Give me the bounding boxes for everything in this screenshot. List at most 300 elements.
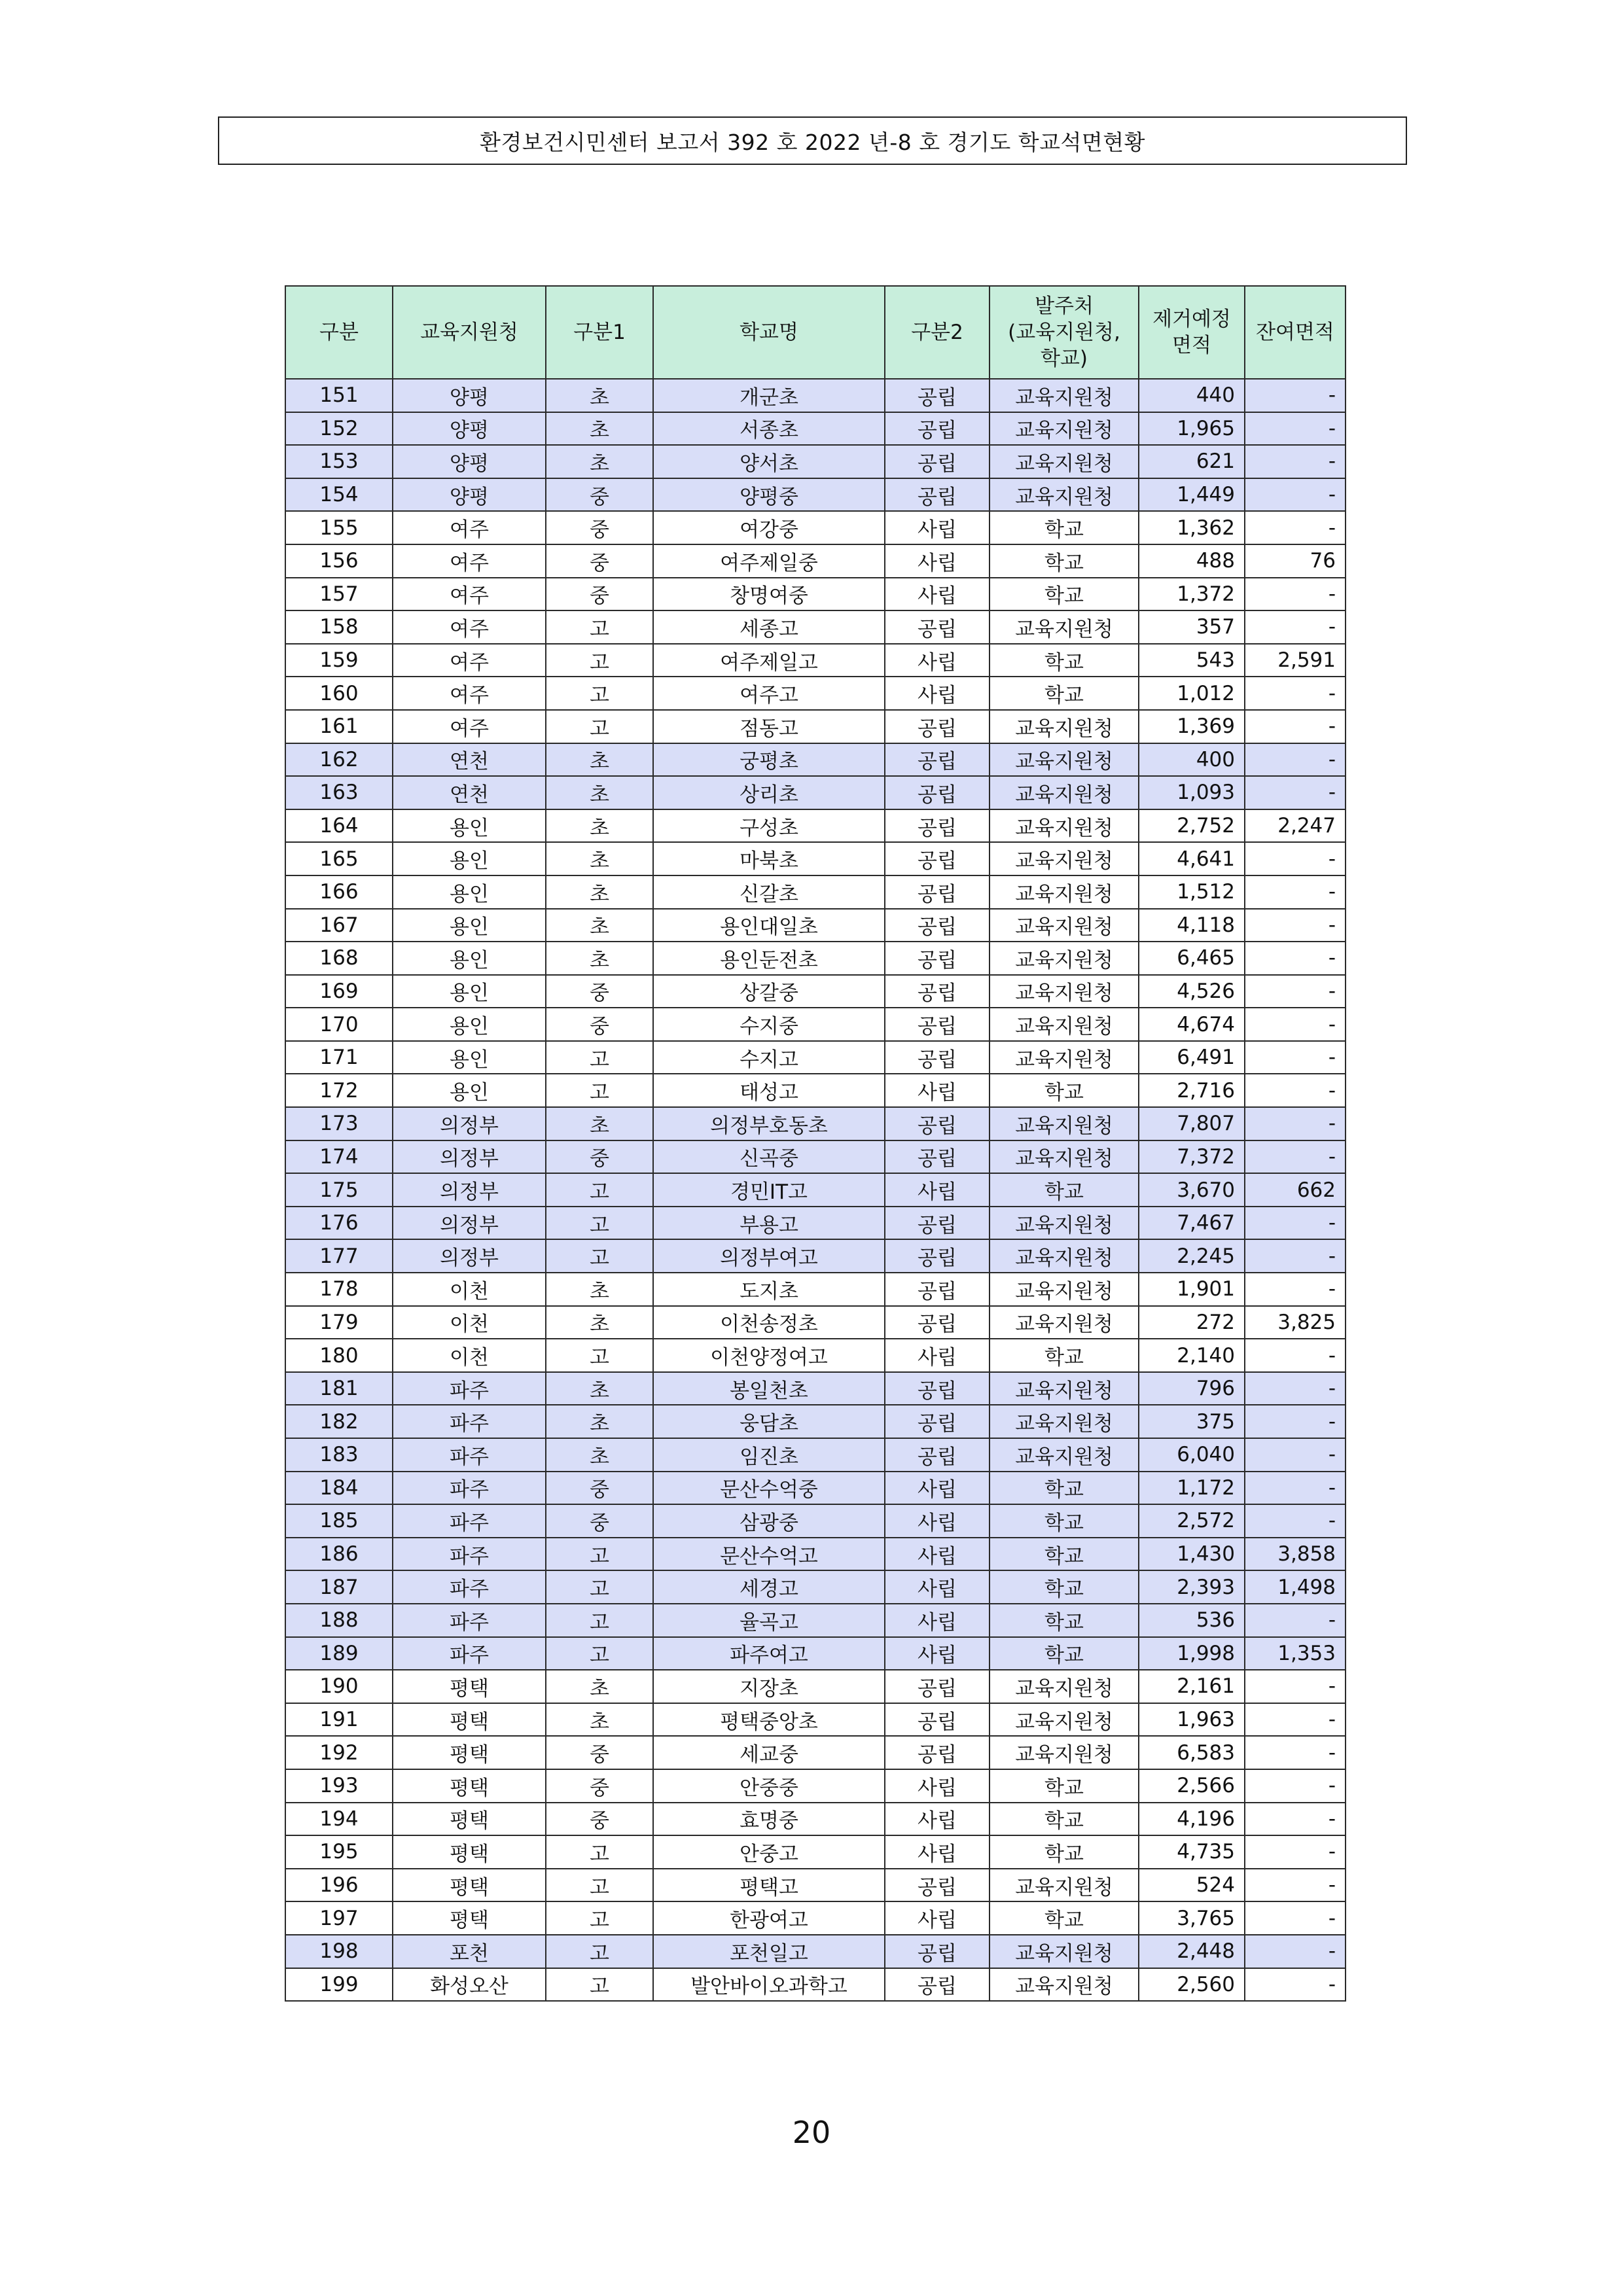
cell-type: 공립 bbox=[885, 909, 990, 942]
cell-school: 수지중 bbox=[653, 1008, 885, 1041]
cell-office: 여주 bbox=[393, 610, 546, 644]
cell-no: 196 bbox=[285, 1869, 393, 1902]
cell-school: 웅담초 bbox=[653, 1405, 885, 1438]
cell-type: 공립 bbox=[885, 445, 990, 478]
cell-school: 삼광중 bbox=[653, 1504, 885, 1538]
cell-client: 학교 bbox=[990, 1538, 1139, 1571]
cell-type: 공립 bbox=[885, 743, 990, 777]
cell-client: 학교 bbox=[990, 1339, 1139, 1372]
cell-remain: 3,858 bbox=[1245, 1538, 1346, 1571]
cell-no: 159 bbox=[285, 644, 393, 677]
cell-no: 195 bbox=[285, 1835, 393, 1869]
cell-no: 192 bbox=[285, 1736, 393, 1769]
cell-area: 2,393 bbox=[1139, 1570, 1245, 1604]
cell-no: 190 bbox=[285, 1670, 393, 1703]
cell-school: 양평중 bbox=[653, 478, 885, 512]
cell-school: 경민IT고 bbox=[653, 1173, 885, 1207]
table-row bbox=[285, 1273, 1346, 1306]
cell-area: 796 bbox=[1139, 1372, 1245, 1405]
cell-level: 초 bbox=[546, 1107, 653, 1140]
cell-area: 543 bbox=[1139, 644, 1245, 677]
cell-client: 학교 bbox=[990, 1637, 1139, 1670]
cell-school: 서종초 bbox=[653, 412, 885, 446]
cell-type: 공립 bbox=[885, 478, 990, 512]
table-row bbox=[285, 1835, 1346, 1869]
cell-school: 의정부호동초 bbox=[653, 1107, 885, 1140]
cell-level: 초 bbox=[546, 379, 653, 412]
cell-no: 169 bbox=[285, 975, 393, 1008]
cell-office: 여주 bbox=[393, 544, 546, 578]
cell-area: 1,449 bbox=[1139, 478, 1245, 512]
cell-client: 교육지원청 bbox=[990, 1041, 1139, 1074]
col-header-area: 제거예정 면적 bbox=[1139, 286, 1245, 379]
col-header-office: 교육지원청 bbox=[393, 286, 546, 379]
cell-level: 중 bbox=[546, 578, 653, 611]
cell-school: 지장초 bbox=[653, 1670, 885, 1703]
cell-office: 용인 bbox=[393, 842, 546, 875]
cell-school: 창명여중 bbox=[653, 578, 885, 611]
cell-area: 4,526 bbox=[1139, 975, 1245, 1008]
cell-school: 세종고 bbox=[653, 610, 885, 644]
cell-school: 태성고 bbox=[653, 1074, 885, 1107]
cell-level: 고 bbox=[546, 1239, 653, 1273]
cell-client: 교육지원청 bbox=[990, 1405, 1139, 1438]
cell-type: 사립 bbox=[885, 1173, 990, 1207]
cell-no: 191 bbox=[285, 1703, 393, 1737]
cell-office: 화성오산 bbox=[393, 1968, 546, 2002]
cell-client: 교육지원청 bbox=[990, 809, 1139, 843]
col-header-client: 발주처 (교육지원청, 학교) bbox=[990, 286, 1139, 379]
cell-client: 교육지원청 bbox=[990, 1140, 1139, 1174]
cell-school: 효명중 bbox=[653, 1803, 885, 1836]
cell-office: 의정부 bbox=[393, 1239, 546, 1273]
table-row bbox=[285, 909, 1346, 942]
cell-school: 발안바이오과학고 bbox=[653, 1968, 885, 2002]
cell-client: 교육지원청 bbox=[990, 445, 1139, 478]
cell-no: 155 bbox=[285, 511, 393, 544]
cell-type: 공립 bbox=[885, 942, 990, 975]
table-row bbox=[285, 1703, 1346, 1737]
cell-client: 교육지원청 bbox=[990, 1207, 1139, 1240]
table-row bbox=[285, 445, 1346, 478]
cell-remain: 662 bbox=[1245, 1173, 1346, 1207]
cell-level: 고 bbox=[546, 710, 653, 743]
table-row bbox=[285, 942, 1346, 975]
cell-type: 공립 bbox=[885, 809, 990, 843]
table-row bbox=[285, 1173, 1346, 1207]
cell-school: 도지초 bbox=[653, 1273, 885, 1306]
cell-remain: - bbox=[1245, 1405, 1346, 1438]
cell-no: 185 bbox=[285, 1504, 393, 1538]
cell-client: 학교 bbox=[990, 544, 1139, 578]
cell-school: 신곡중 bbox=[653, 1140, 885, 1174]
table-row bbox=[285, 710, 1346, 743]
cell-office: 의정부 bbox=[393, 1107, 546, 1140]
cell-school: 안중고 bbox=[653, 1835, 885, 1869]
cell-level: 고 bbox=[546, 1538, 653, 1571]
report-title: 환경보건시민센터 보고서 392 호 2022 년-8 호 경기도 학교석면현황 bbox=[480, 129, 1145, 155]
cell-remain: - bbox=[1245, 1041, 1346, 1074]
cell-office: 용인 bbox=[393, 942, 546, 975]
cell-school: 평택고 bbox=[653, 1869, 885, 1902]
cell-area: 7,467 bbox=[1139, 1207, 1245, 1240]
cell-remain: - bbox=[1245, 1835, 1346, 1869]
cell-level: 고 bbox=[546, 1869, 653, 1902]
cell-client: 학교 bbox=[990, 644, 1139, 677]
table-row bbox=[285, 1968, 1346, 2002]
cell-type: 사립 bbox=[885, 1504, 990, 1538]
cell-no: 168 bbox=[285, 942, 393, 975]
cell-area: 1,901 bbox=[1139, 1273, 1245, 1306]
cell-no: 151 bbox=[285, 379, 393, 412]
table-row bbox=[285, 1736, 1346, 1769]
cell-office: 연천 bbox=[393, 743, 546, 777]
cell-remain: - bbox=[1245, 610, 1346, 644]
cell-office: 의정부 bbox=[393, 1140, 546, 1174]
cell-type: 사립 bbox=[885, 644, 990, 677]
cell-area: 375 bbox=[1139, 1405, 1245, 1438]
cell-area: 357 bbox=[1139, 610, 1245, 644]
table-row bbox=[285, 544, 1346, 578]
cell-client: 교육지원청 bbox=[990, 975, 1139, 1008]
cell-level: 중 bbox=[546, 1803, 653, 1836]
col-header-school: 학교명 bbox=[653, 286, 885, 379]
cell-office: 여주 bbox=[393, 511, 546, 544]
cell-client: 학교 bbox=[990, 578, 1139, 611]
cell-client: 교육지원청 bbox=[990, 1935, 1139, 1968]
cell-no: 194 bbox=[285, 1803, 393, 1836]
cell-level: 고 bbox=[546, 1570, 653, 1604]
cell-school: 궁평초 bbox=[653, 743, 885, 777]
cell-school: 수지고 bbox=[653, 1041, 885, 1074]
cell-school: 평택중앙초 bbox=[653, 1703, 885, 1737]
cell-level: 중 bbox=[546, 511, 653, 544]
cell-type: 공립 bbox=[885, 1736, 990, 1769]
table-row bbox=[285, 1538, 1346, 1571]
cell-no: 163 bbox=[285, 776, 393, 809]
cell-level: 초 bbox=[546, 1273, 653, 1306]
cell-type: 사립 bbox=[885, 677, 990, 710]
cell-school: 용인둔전초 bbox=[653, 942, 885, 975]
cell-school: 율곡고 bbox=[653, 1604, 885, 1637]
table-body bbox=[285, 379, 1346, 2001]
cell-school: 의정부여고 bbox=[653, 1239, 885, 1273]
cell-level: 초 bbox=[546, 776, 653, 809]
cell-school: 문산수억중 bbox=[653, 1472, 885, 1505]
cell-school: 이천송정초 bbox=[653, 1306, 885, 1339]
cell-remain: - bbox=[1245, 842, 1346, 875]
cell-area: 6,583 bbox=[1139, 1736, 1245, 1769]
cell-remain: 1,498 bbox=[1245, 1570, 1346, 1604]
cell-area: 2,140 bbox=[1139, 1339, 1245, 1372]
cell-no: 198 bbox=[285, 1935, 393, 1968]
cell-remain: - bbox=[1245, 578, 1346, 611]
cell-level: 초 bbox=[546, 1306, 653, 1339]
cell-client: 학교 bbox=[990, 1835, 1139, 1869]
cell-office: 용인 bbox=[393, 909, 546, 942]
cell-type: 공립 bbox=[885, 1041, 990, 1074]
cell-no: 157 bbox=[285, 578, 393, 611]
cell-level: 중 bbox=[546, 1736, 653, 1769]
cell-school: 신갈초 bbox=[653, 875, 885, 909]
cell-level: 초 bbox=[546, 412, 653, 446]
cell-no: 187 bbox=[285, 1570, 393, 1604]
cell-no: 179 bbox=[285, 1306, 393, 1339]
cell-school: 개군초 bbox=[653, 379, 885, 412]
cell-office: 의정부 bbox=[393, 1207, 546, 1240]
cell-remain: - bbox=[1245, 1339, 1346, 1372]
table-row bbox=[285, 1140, 1346, 1174]
cell-school: 문산수억고 bbox=[653, 1538, 885, 1571]
cell-area: 1,430 bbox=[1139, 1538, 1245, 1571]
table-row bbox=[285, 776, 1346, 809]
cell-office: 연천 bbox=[393, 776, 546, 809]
cell-client: 교육지원청 bbox=[990, 610, 1139, 644]
cell-area: 2,245 bbox=[1139, 1239, 1245, 1273]
cell-no: 172 bbox=[285, 1074, 393, 1107]
table-row bbox=[285, 743, 1346, 777]
cell-level: 초 bbox=[546, 909, 653, 942]
cell-type: 공립 bbox=[885, 1207, 990, 1240]
cell-remain: - bbox=[1245, 710, 1346, 743]
cell-school: 부용고 bbox=[653, 1207, 885, 1240]
table-row bbox=[285, 412, 1346, 446]
cell-area: 1,093 bbox=[1139, 776, 1245, 809]
cell-area: 2,566 bbox=[1139, 1769, 1245, 1803]
cell-client: 교육지원청 bbox=[990, 1306, 1139, 1339]
cell-remain: - bbox=[1245, 1803, 1346, 1836]
cell-client: 교육지원청 bbox=[990, 1239, 1139, 1273]
cell-no: 160 bbox=[285, 677, 393, 710]
cell-office: 여주 bbox=[393, 677, 546, 710]
cell-area: 2,161 bbox=[1139, 1670, 1245, 1703]
cell-type: 공립 bbox=[885, 1670, 990, 1703]
asbestos-school-table bbox=[285, 285, 1346, 2002]
cell-client: 학교 bbox=[990, 1504, 1139, 1538]
cell-client: 학교 bbox=[990, 1570, 1139, 1604]
cell-remain: - bbox=[1245, 1769, 1346, 1803]
cell-level: 고 bbox=[546, 1935, 653, 1968]
cell-client: 교육지원청 bbox=[990, 1107, 1139, 1140]
table-row bbox=[285, 1803, 1346, 1836]
table-row bbox=[285, 610, 1346, 644]
cell-no: 184 bbox=[285, 1472, 393, 1505]
cell-office: 평택 bbox=[393, 1769, 546, 1803]
cell-type: 공립 bbox=[885, 1935, 990, 1968]
cell-area: 488 bbox=[1139, 544, 1245, 578]
cell-office: 파주 bbox=[393, 1538, 546, 1571]
cell-no: 170 bbox=[285, 1008, 393, 1041]
cell-client: 교육지원청 bbox=[990, 1438, 1139, 1472]
cell-no: 164 bbox=[285, 809, 393, 843]
cell-no: 153 bbox=[285, 445, 393, 478]
cell-type: 사립 bbox=[885, 578, 990, 611]
cell-type: 공립 bbox=[885, 1239, 990, 1273]
table-row bbox=[285, 379, 1346, 412]
cell-client: 학교 bbox=[990, 1604, 1139, 1637]
cell-area: 2,448 bbox=[1139, 1935, 1245, 1968]
cell-client: 교육지원청 bbox=[990, 1869, 1139, 1902]
cell-level: 중 bbox=[546, 1769, 653, 1803]
cell-remain: - bbox=[1245, 1140, 1346, 1174]
cell-no: 183 bbox=[285, 1438, 393, 1472]
cell-remain: - bbox=[1245, 1107, 1346, 1140]
cell-office: 용인 bbox=[393, 809, 546, 843]
cell-client: 교육지원청 bbox=[990, 1736, 1139, 1769]
table-row bbox=[285, 975, 1346, 1008]
cell-area: 4,735 bbox=[1139, 1835, 1245, 1869]
cell-no: 189 bbox=[285, 1637, 393, 1670]
cell-level: 고 bbox=[546, 677, 653, 710]
table-row bbox=[285, 1637, 1346, 1670]
cell-school: 용인대일초 bbox=[653, 909, 885, 942]
cell-client: 교육지원청 bbox=[990, 1372, 1139, 1405]
cell-type: 공립 bbox=[885, 1107, 990, 1140]
col-header-no: 구분 bbox=[285, 286, 393, 379]
cell-no: 171 bbox=[285, 1041, 393, 1074]
cell-level: 중 bbox=[546, 1472, 653, 1505]
table-row bbox=[285, 1604, 1346, 1637]
table-row bbox=[285, 1438, 1346, 1472]
table-row bbox=[285, 875, 1346, 909]
cell-area: 440 bbox=[1139, 379, 1245, 412]
cell-level: 초 bbox=[546, 1438, 653, 1472]
cell-office: 평택 bbox=[393, 1670, 546, 1703]
cell-office: 평택 bbox=[393, 1703, 546, 1737]
cell-level: 중 bbox=[546, 1140, 653, 1174]
cell-school: 파주여고 bbox=[653, 1637, 885, 1670]
cell-school: 봉일천초 bbox=[653, 1372, 885, 1405]
cell-level: 초 bbox=[546, 875, 653, 909]
cell-remain: 76 bbox=[1245, 544, 1346, 578]
cell-type: 공립 bbox=[885, 1140, 990, 1174]
cell-type: 공립 bbox=[885, 379, 990, 412]
cell-level: 고 bbox=[546, 1968, 653, 2002]
cell-client: 교육지원청 bbox=[990, 909, 1139, 942]
page-number: 20 bbox=[792, 2115, 831, 2150]
table-row bbox=[285, 1504, 1346, 1538]
cell-office: 이천 bbox=[393, 1273, 546, 1306]
cell-no: 165 bbox=[285, 842, 393, 875]
table-row bbox=[285, 644, 1346, 677]
cell-remain: - bbox=[1245, 412, 1346, 446]
cell-office: 이천 bbox=[393, 1306, 546, 1339]
table-row bbox=[285, 677, 1346, 710]
report-header bbox=[218, 116, 1407, 165]
cell-type: 사립 bbox=[885, 1604, 990, 1637]
cell-remain: - bbox=[1245, 379, 1346, 412]
cell-office: 용인 bbox=[393, 875, 546, 909]
cell-client: 교육지원청 bbox=[990, 875, 1139, 909]
cell-office: 용인 bbox=[393, 1041, 546, 1074]
cell-school: 안중중 bbox=[653, 1769, 885, 1803]
cell-area: 6,491 bbox=[1139, 1041, 1245, 1074]
cell-no: 188 bbox=[285, 1604, 393, 1637]
cell-client: 교육지원청 bbox=[990, 776, 1139, 809]
cell-client: 교육지원청 bbox=[990, 1008, 1139, 1041]
cell-no: 156 bbox=[285, 544, 393, 578]
cell-level: 초 bbox=[546, 1670, 653, 1703]
cell-no: 167 bbox=[285, 909, 393, 942]
cell-remain: - bbox=[1245, 743, 1346, 777]
cell-level: 고 bbox=[546, 1173, 653, 1207]
cell-client: 교육지원청 bbox=[990, 942, 1139, 975]
cell-level: 중 bbox=[546, 544, 653, 578]
cell-type: 공립 bbox=[885, 1703, 990, 1737]
cell-type: 사립 bbox=[885, 511, 990, 544]
table-row bbox=[285, 1372, 1346, 1405]
cell-level: 중 bbox=[546, 478, 653, 512]
cell-level: 초 bbox=[546, 1372, 653, 1405]
cell-office: 양평 bbox=[393, 478, 546, 512]
cell-remain: 2,591 bbox=[1245, 644, 1346, 677]
cell-area: 2,572 bbox=[1139, 1504, 1245, 1538]
cell-level: 중 bbox=[546, 1008, 653, 1041]
cell-school: 여강중 bbox=[653, 511, 885, 544]
cell-school: 상갈중 bbox=[653, 975, 885, 1008]
cell-no: 193 bbox=[285, 1769, 393, 1803]
table-row bbox=[285, 1935, 1346, 1968]
cell-type: 사립 bbox=[885, 544, 990, 578]
cell-type: 사립 bbox=[885, 1769, 990, 1803]
cell-remain: 3,825 bbox=[1245, 1306, 1346, 1339]
cell-school: 마북초 bbox=[653, 842, 885, 875]
cell-level: 중 bbox=[546, 1504, 653, 1538]
table-row bbox=[285, 1570, 1346, 1604]
cell-remain: - bbox=[1245, 1273, 1346, 1306]
cell-no: 158 bbox=[285, 610, 393, 644]
table-row bbox=[285, 1405, 1346, 1438]
cell-school: 여주고 bbox=[653, 677, 885, 710]
cell-type: 사립 bbox=[885, 1472, 990, 1505]
cell-office: 평택 bbox=[393, 1869, 546, 1902]
cell-area: 1,369 bbox=[1139, 710, 1245, 743]
cell-school: 양서초 bbox=[653, 445, 885, 478]
cell-type: 공립 bbox=[885, 1273, 990, 1306]
cell-client: 학교 bbox=[990, 677, 1139, 710]
cell-level: 고 bbox=[546, 1074, 653, 1107]
cell-office: 파주 bbox=[393, 1372, 546, 1405]
cell-area: 621 bbox=[1139, 445, 1245, 478]
table-row bbox=[285, 1670, 1346, 1703]
cell-remain: - bbox=[1245, 1703, 1346, 1737]
cell-no: 176 bbox=[285, 1207, 393, 1240]
cell-client: 교육지원청 bbox=[990, 710, 1139, 743]
cell-level: 초 bbox=[546, 809, 653, 843]
cell-type: 사립 bbox=[885, 1901, 990, 1935]
cell-office: 평택 bbox=[393, 1901, 546, 1935]
cell-type: 공립 bbox=[885, 610, 990, 644]
cell-remain: - bbox=[1245, 1935, 1346, 1968]
cell-no: 182 bbox=[285, 1405, 393, 1438]
cell-client: 학교 bbox=[990, 511, 1139, 544]
cell-type: 공립 bbox=[885, 1008, 990, 1041]
cell-office: 용인 bbox=[393, 1008, 546, 1041]
cell-office: 파주 bbox=[393, 1472, 546, 1505]
cell-school: 점동고 bbox=[653, 710, 885, 743]
cell-area: 4,196 bbox=[1139, 1803, 1245, 1836]
cell-type: 공립 bbox=[885, 776, 990, 809]
cell-level: 고 bbox=[546, 1041, 653, 1074]
col-header-level: 구분1 bbox=[546, 286, 653, 379]
cell-type: 사립 bbox=[885, 1074, 990, 1107]
cell-remain: - bbox=[1245, 1472, 1346, 1505]
cell-level: 중 bbox=[546, 975, 653, 1008]
table-row bbox=[285, 842, 1346, 875]
cell-area: 1,963 bbox=[1139, 1703, 1245, 1737]
cell-no: 186 bbox=[285, 1538, 393, 1571]
cell-remain: - bbox=[1245, 1968, 1346, 2002]
